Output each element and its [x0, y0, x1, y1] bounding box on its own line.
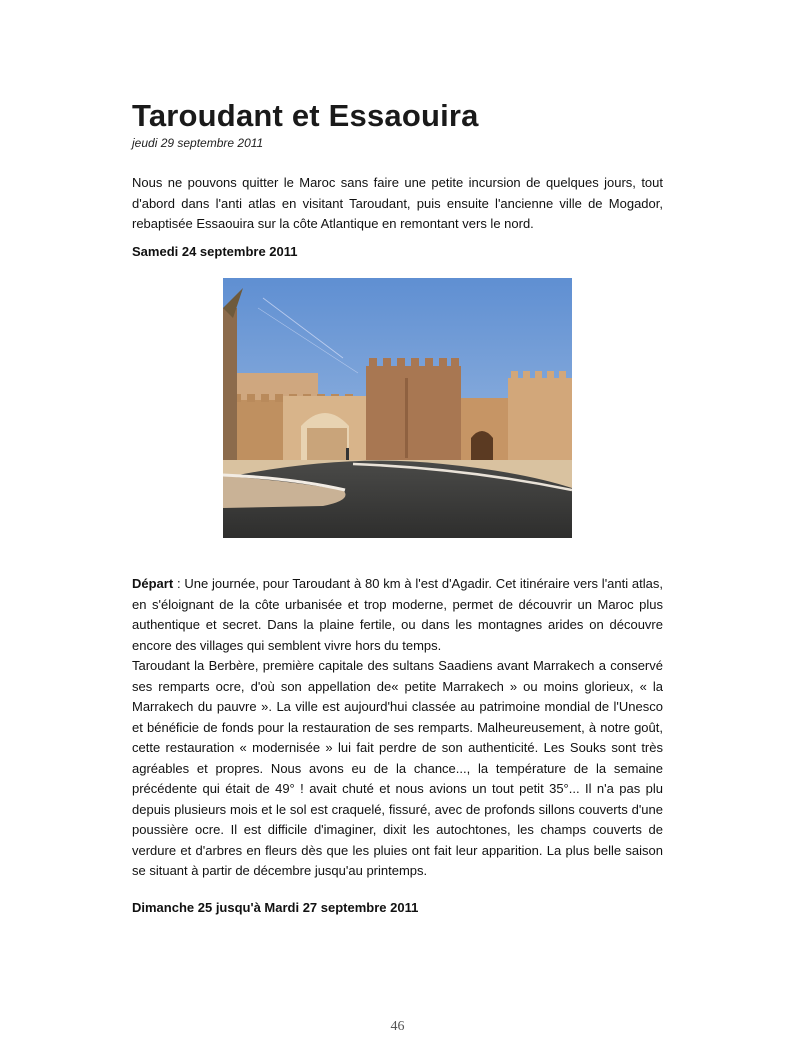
taroudant-paragraph: Taroudant la Berbère, première capitale des sultans Saadiens avant Marrakech a conservé ses remparts ocre, d'où son appellation de« petite Marrakech » ou moins glorieux, « la Marrakech du pauvre ». La ville est aujourd'hui classée au patrimoine mondial de l'Unesco et bénéficie de fonds pour la restauration de ses remparts. Malheureusement, à notre goût, cette restauration « modernisée » lui fait perdre de son authenticité. Les Souks sont très agréables et propres. Nous avons eu de la chance..., la température de la semaine précédente qui était de 49° ! avait chuté et nous avions un tout petit 35°... Il n'a pas plu depuis plusieurs mois et le sol est craquelé, fissuré, avec de profonds sillons couverts d'une poussière ocre. Il est difficile d'imaginer, dixit les autochtones, les champs couverts de verdure et d'arbres en fleurs dès que les pluies ont fait leur apparition. La plus belle saison se situant à partir de décembre jusqu'au printemps. [132, 658, 663, 878]
section-heading-sunday-tuesday: Dimanche 25 jusqu'à Mardi 27 septembre 2011 [132, 900, 419, 915]
depart-label: Départ [132, 576, 174, 591]
intro-paragraph: Nous ne pouvons quitter le Maroc sans faire une petite incursion de quelques jours, tout d'abord dans l'anti atlas en visitant Taroudant, puis ensuite l'ancienne ville de Mogador, rebaptisée Essaouira sur la côte Atlantique en remontant vers le nord. [132, 175, 663, 231]
taroudant-gate-photo [223, 278, 572, 538]
article-date: jeudi 29 septembre 2011 [132, 136, 264, 150]
depart-paragraph [132, 574, 663, 656]
depart-text: : Une journée, pour Taroudant à 80 km à l'est d'Agadir. Cet itinéraire vers l'anti atlas, en s'éloignant de la côte urbanisée et trop moderne, permet de découvrir un Maroc plus authentique et secret. Dans la plaine fertile, ou dans les montagnes arides on découvre encore des villages qui semblent vivre hors du temps. [132, 576, 663, 653]
page-number: 46 [390, 1019, 405, 1034]
section-heading-saturday: Samedi 24 septembre 2011 [132, 244, 298, 259]
body-text [132, 574, 663, 882]
article-title: Taroudant et Essaouira [132, 98, 479, 133]
